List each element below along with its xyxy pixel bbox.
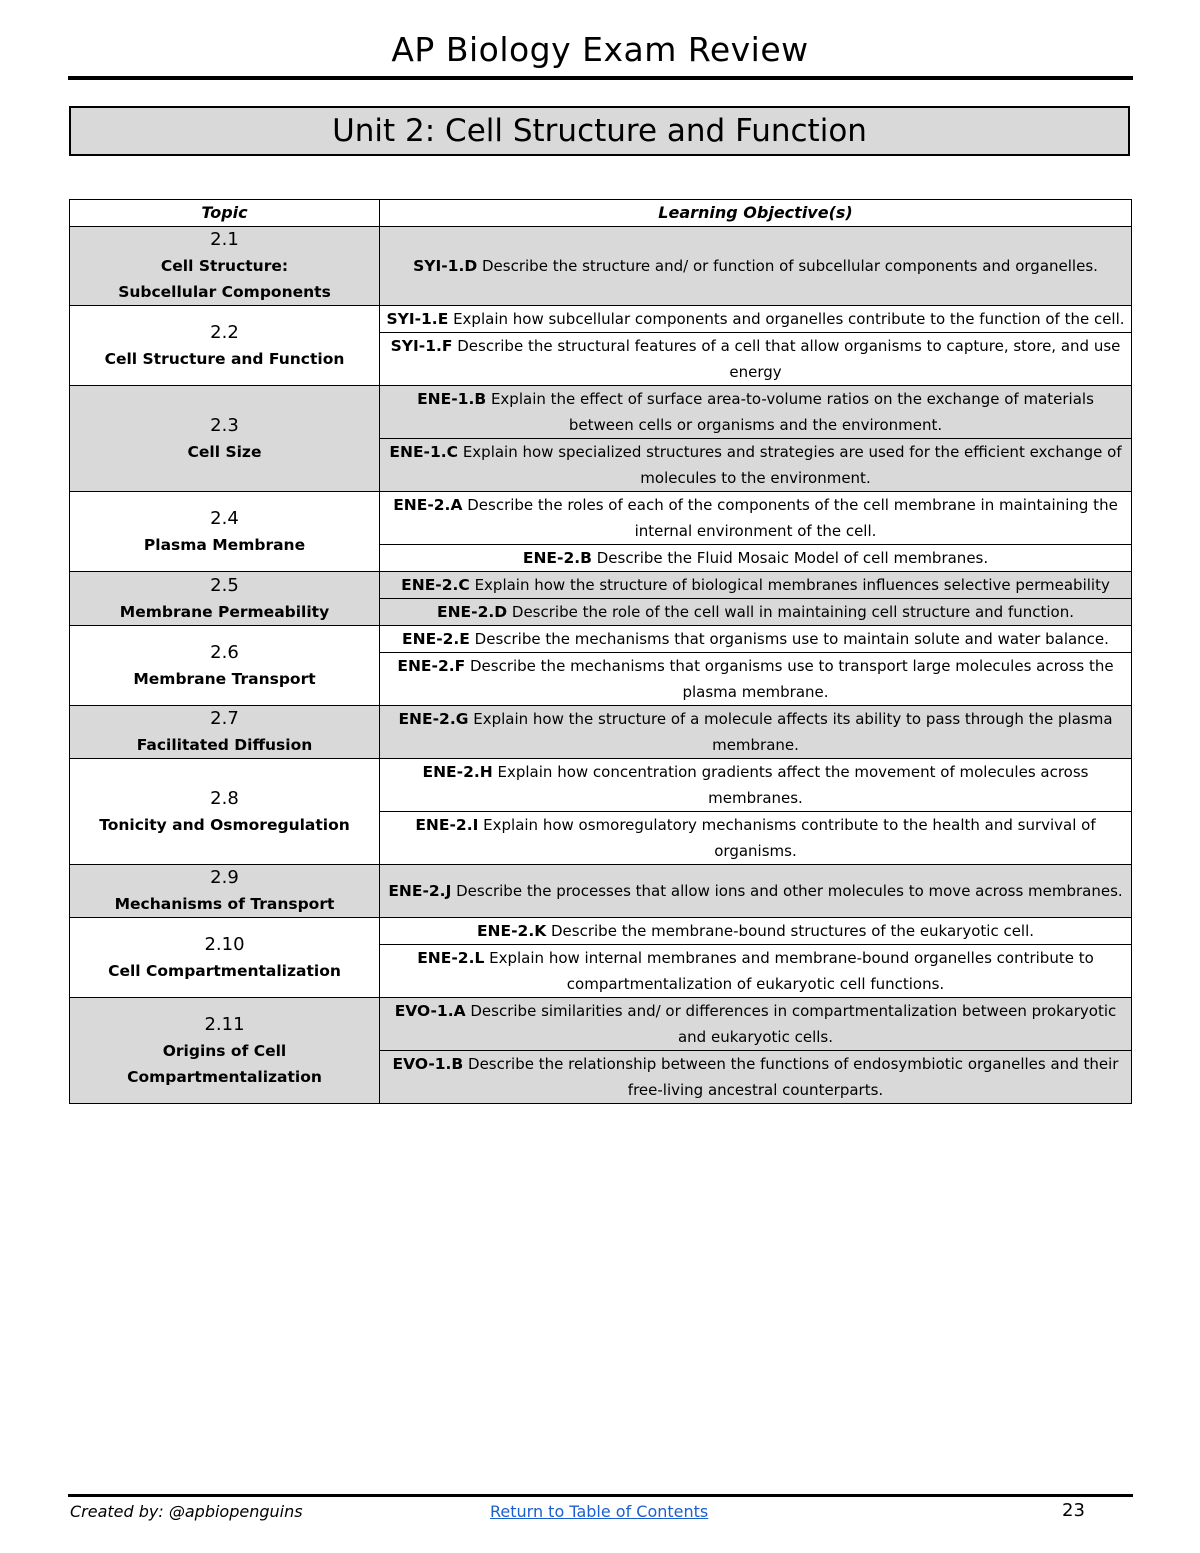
objective-text: Explain how the structure of biological membranes influences selective permeability bbox=[474, 576, 1110, 594]
objective-code: ENE-2.J bbox=[388, 882, 452, 900]
topic-number: 2.3 bbox=[210, 414, 239, 436]
table-body bbox=[70, 227, 1132, 1104]
objective-code: ENE-2.I bbox=[415, 816, 479, 834]
topic-cell bbox=[70, 865, 380, 918]
topic-name: Subcellular Components bbox=[118, 283, 331, 301]
topic-name: Cell Structure: bbox=[160, 257, 289, 275]
objective-text: Describe the membrane-bound structures of the eukaryotic cell. bbox=[551, 922, 1035, 940]
objective-code: ENE-2.B bbox=[522, 549, 592, 567]
learning-objectives-table bbox=[69, 199, 1132, 1104]
objective-text: Explain how specialized structures and strategies are used for the efficient exchange of molecules to the environment. bbox=[462, 443, 1122, 487]
objective-code: SYI-1.F bbox=[390, 337, 453, 355]
objective-cell bbox=[380, 227, 1132, 306]
table-row bbox=[70, 706, 1132, 759]
objective-text: Explain the effect of surface area-to-volume ratios on the exchange of materials between cells or organisms and the environment. bbox=[490, 390, 1094, 434]
objective-code: ENE-2.D bbox=[437, 603, 508, 621]
objective-text: Describe the processes that allow ions and other molecules to move across membranes. bbox=[456, 882, 1123, 900]
objective-cell bbox=[380, 492, 1132, 545]
topic-name: Compartmentalization bbox=[127, 1067, 322, 1086]
objective-code: ENE-1.C bbox=[389, 443, 459, 461]
topic-number: 2.10 bbox=[204, 933, 245, 955]
topic-cell bbox=[70, 998, 380, 1104]
topic-number: 2.5 bbox=[210, 574, 239, 596]
objective-cell bbox=[380, 386, 1132, 439]
topic-cell bbox=[70, 306, 380, 386]
objective-cell bbox=[380, 918, 1132, 945]
topic-cell bbox=[70, 918, 380, 998]
topic-number: 2.6 bbox=[210, 641, 239, 663]
table-row bbox=[70, 626, 1132, 653]
objective-code: EVO-1.B bbox=[392, 1055, 464, 1073]
objective-code: ENE-2.A bbox=[393, 496, 463, 514]
topic-number: 2.8 bbox=[210, 787, 239, 809]
objective-cell bbox=[380, 545, 1132, 572]
objective-cell bbox=[380, 812, 1132, 865]
table-row bbox=[70, 759, 1132, 812]
unit-title: Unit 2: Cell Structure and Function bbox=[69, 106, 1130, 156]
topic-number: 2.7 bbox=[210, 708, 239, 729]
column-header-topic: Topic bbox=[70, 200, 380, 227]
objective-cell bbox=[380, 439, 1132, 492]
topic-name: Origins of Cell bbox=[162, 1041, 287, 1060]
return-to-toc-link[interactable]: Return to Table of Contents bbox=[490, 1502, 709, 1521]
objective-code: ENE-2.F bbox=[397, 657, 466, 675]
topic-cell bbox=[70, 386, 380, 492]
objective-text: Describe the structure and/ or function of subcellular components and organelles. bbox=[482, 257, 1098, 275]
topic-number: 2.11 bbox=[204, 1013, 245, 1035]
table-row bbox=[70, 386, 1132, 439]
page-number: 23 bbox=[1062, 1500, 1085, 1521]
topic-cell bbox=[70, 492, 380, 572]
objective-text: Explain how the structure of a molecule affects its ability to pass through the plasma membrane. bbox=[473, 710, 1113, 754]
topic-name: Facilitated Diffusion bbox=[136, 736, 313, 754]
objective-text: Explain how concentration gradients affect the movement of molecules across membranes. bbox=[497, 763, 1089, 807]
topic-name: Mechanisms of Transport bbox=[114, 895, 335, 913]
objective-cell bbox=[380, 572, 1132, 599]
objective-code: ENE-2.G bbox=[398, 710, 469, 728]
objective-cell bbox=[380, 653, 1132, 706]
topic-name: Tonicity and Osmoregulation bbox=[99, 815, 350, 834]
objective-code: ENE-2.L bbox=[417, 949, 485, 967]
objective-text: Describe the mechanisms that organisms use to maintain solute and water balance. bbox=[474, 630, 1109, 648]
column-header-learning-objectives: Learning Objective(s) bbox=[380, 200, 1132, 227]
topic-number: 2.1 bbox=[210, 229, 239, 250]
objective-cell bbox=[380, 759, 1132, 812]
topic-cell bbox=[70, 227, 380, 306]
topic-cell bbox=[70, 572, 380, 626]
topic-cell bbox=[70, 706, 380, 759]
objective-text: Describe the mechanisms that organisms use to transport large molecules across the plasma membrane. bbox=[469, 657, 1114, 701]
objective-cell bbox=[380, 306, 1132, 333]
table-row bbox=[70, 492, 1132, 545]
topic-name: Membrane Transport bbox=[133, 669, 316, 688]
objective-cell bbox=[380, 599, 1132, 626]
objective-text: Explain how subcellular components and organelles contribute to the function of the cell. bbox=[453, 310, 1125, 328]
topic-name: Cell Size bbox=[187, 442, 262, 461]
topic-number: 2.4 bbox=[210, 507, 239, 529]
header-rule bbox=[68, 76, 1133, 80]
table-row bbox=[70, 865, 1132, 918]
objective-cell bbox=[380, 945, 1132, 998]
footer-rule bbox=[68, 1494, 1133, 1497]
topic-name: Cell Structure and Function bbox=[104, 349, 345, 368]
topic-cell bbox=[70, 759, 380, 865]
objective-text: Explain how osmoregulatory mechanisms contribute to the health and survival of organisms. bbox=[483, 816, 1096, 860]
objective-code: EVO-1.A bbox=[394, 1002, 466, 1020]
page-header-title: AP Biology Exam Review bbox=[391, 30, 809, 69]
table-row bbox=[70, 572, 1132, 599]
objective-cell bbox=[380, 865, 1132, 918]
objective-text: Describe the relationship between the functions of endosymbiotic organelles and their free-living ancestral counterparts. bbox=[468, 1055, 1119, 1099]
objective-code: SYI-1.D bbox=[413, 257, 478, 275]
objective-text: Explain how internal membranes and membrane-bound organelles contribute to compartmentalization of eukaryotic cell functions. bbox=[489, 949, 1094, 993]
objective-cell bbox=[380, 998, 1132, 1051]
objective-text: Describe the structural features of a cell that allow organisms to capture, store, and use energy bbox=[457, 337, 1121, 381]
table-row bbox=[70, 918, 1132, 945]
topic-name: Plasma Membrane bbox=[143, 535, 306, 554]
table-row bbox=[70, 306, 1132, 333]
objective-cell bbox=[380, 706, 1132, 759]
objective-code: ENE-2.C bbox=[401, 576, 470, 594]
objective-code: SYI-1.E bbox=[386, 310, 449, 328]
topic-name: Cell Compartmentalization bbox=[108, 961, 341, 980]
objective-code: ENE-1.B bbox=[417, 390, 487, 408]
objective-text: Describe similarities and/ or differences in compartmentalization between prokaryotic and eukaryotic cells. bbox=[470, 1002, 1117, 1046]
table-row bbox=[70, 998, 1132, 1051]
topic-name: Membrane Permeability bbox=[119, 602, 330, 621]
topic-number: 2.9 bbox=[210, 867, 239, 888]
objective-text: Describe the roles of each of the components of the cell membrane in maintaining the internal environment of the cell. bbox=[467, 496, 1118, 540]
topic-cell bbox=[70, 626, 380, 706]
topic-number: 2.2 bbox=[210, 321, 239, 343]
objective-cell bbox=[380, 333, 1132, 386]
table-row bbox=[70, 227, 1132, 306]
objective-text: Describe the Fluid Mosaic Model of cell membranes. bbox=[596, 549, 989, 567]
footer-credit: Created by: @apbiopenguins bbox=[70, 1502, 303, 1521]
table-header-row bbox=[70, 200, 1132, 227]
objective-text: Describe the role of the cell wall in maintaining cell structure and function. bbox=[511, 603, 1074, 621]
objective-code: ENE-2.E bbox=[402, 630, 470, 648]
objective-cell bbox=[380, 626, 1132, 653]
objective-code: ENE-2.H bbox=[422, 763, 493, 781]
objective-code: ENE-2.K bbox=[476, 922, 547, 940]
objective-cell bbox=[380, 1051, 1132, 1104]
